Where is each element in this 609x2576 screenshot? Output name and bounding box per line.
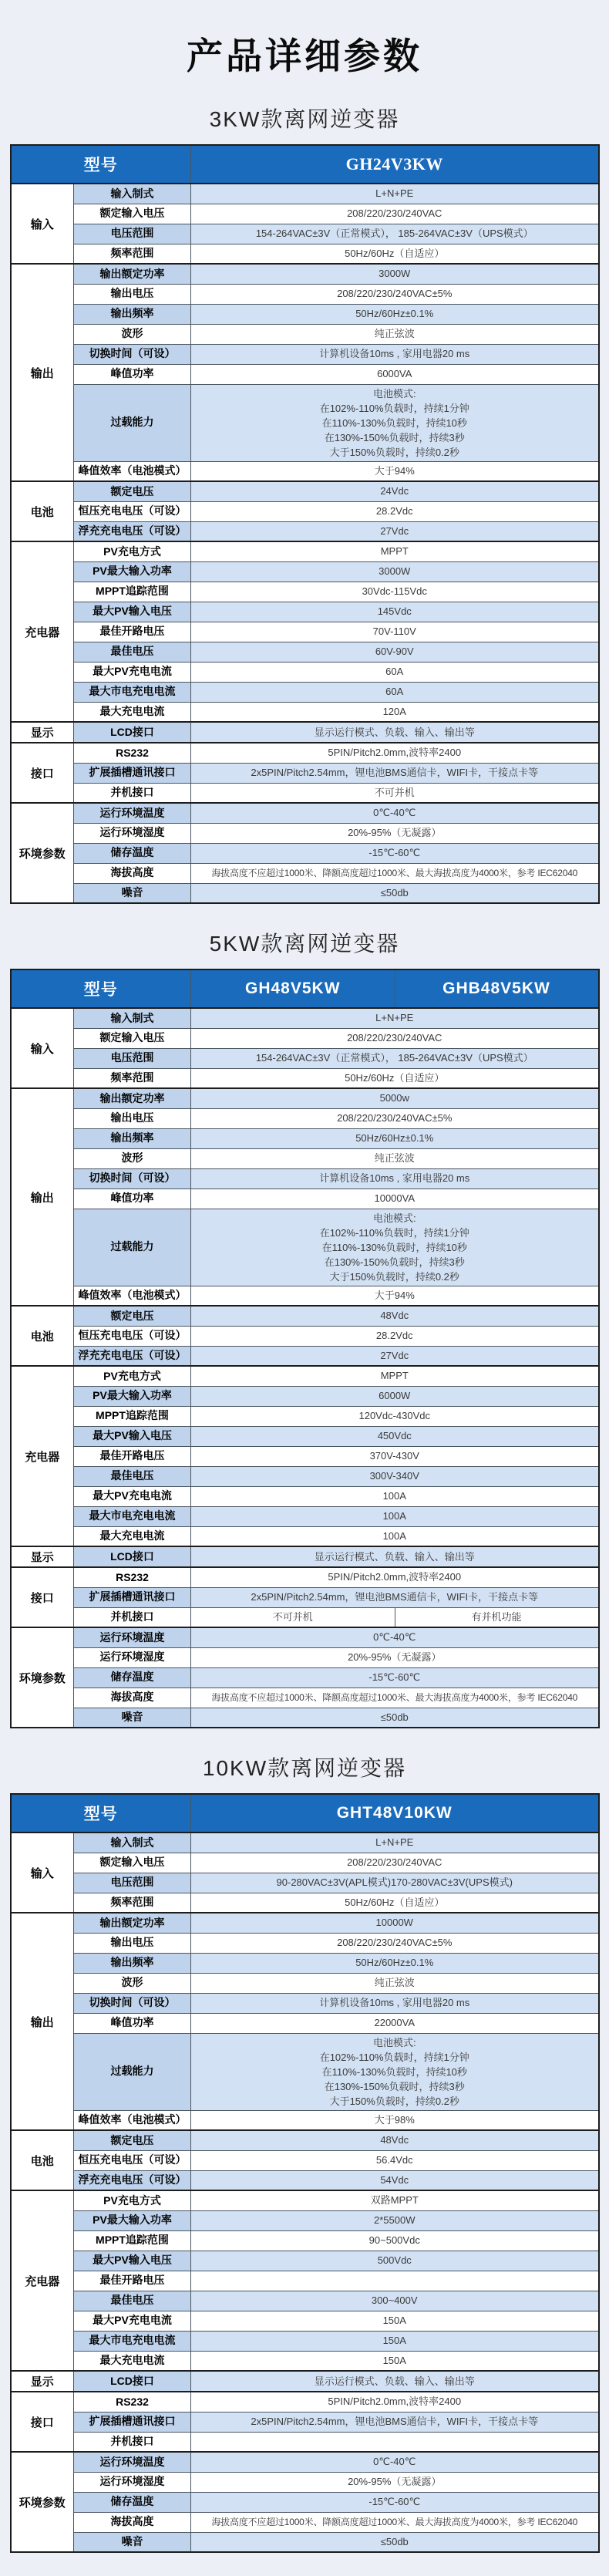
param-label-cell: 运行环境湿度 bbox=[74, 1647, 191, 1667]
value-cell: 不可并机 bbox=[191, 1607, 395, 1627]
param-label-cell: 切换时间（可设） bbox=[74, 344, 191, 364]
param-label-cell: 最大市电充电电流 bbox=[74, 1506, 191, 1526]
model-row-header: 型号 bbox=[11, 145, 191, 184]
param-label-cell: 最大充电电流 bbox=[74, 1526, 191, 1546]
value-line: 电池模式: bbox=[372, 2036, 416, 2048]
param-label-cell: 频率范围 bbox=[74, 1068, 191, 1088]
value-cell: 0℃-40℃ bbox=[191, 803, 599, 823]
value-cell: 显示运行模式、负载、输入、输出等 bbox=[191, 722, 599, 743]
param-label-cell: 储存温度 bbox=[74, 843, 191, 863]
param-label-cell: 输出频率 bbox=[74, 1128, 191, 1148]
value-cell: 0℃-40℃ bbox=[191, 2452, 599, 2472]
value-cell: 20%-95%（无凝露） bbox=[191, 2472, 599, 2492]
param-label-cell: 输出额定功率 bbox=[74, 1913, 191, 1933]
value-cell: 150A bbox=[191, 2331, 599, 2351]
value-cell: 100A bbox=[191, 1486, 599, 1506]
value-cell: 大于94% bbox=[191, 461, 599, 481]
param-label-cell: 波形 bbox=[74, 1973, 191, 1993]
value-cell: 208/220/230/240VAC±5% bbox=[191, 1108, 599, 1128]
value-cell: 154-264VAC±3V（正常模式）， 185-264VAC±3V（UPS模式） bbox=[191, 224, 599, 244]
param-label-cell: 海拔高度 bbox=[74, 863, 191, 883]
param-label-cell: LCD接口 bbox=[74, 2371, 191, 2392]
param-label-cell: 输出额定功率 bbox=[74, 1088, 191, 1108]
param-label-cell: 噪音 bbox=[74, 1708, 191, 1728]
param-label-cell: 输出频率 bbox=[74, 304, 191, 324]
group-label-cell: 输入 bbox=[11, 1833, 74, 1913]
value-line: 在110%-130%负载时，持续10秒 bbox=[321, 1241, 467, 1253]
value-cell: ≤50db bbox=[191, 883, 599, 903]
param-label-cell: 电压范围 bbox=[74, 1048, 191, 1068]
value-cell: 6000VA bbox=[191, 364, 599, 384]
value-cell: 28.2Vdc bbox=[191, 1326, 599, 1346]
value-line: 在130%-150%负载时，持续3秒 bbox=[324, 2080, 465, 2092]
param-label-cell: 浮充充电电压（可设） bbox=[74, 2170, 191, 2190]
param-label-cell: RS232 bbox=[74, 2392, 191, 2412]
value-cell: 24Vdc bbox=[191, 481, 599, 501]
param-label-cell: 输入制式 bbox=[74, 1008, 191, 1028]
param-label-cell: PV充电方式 bbox=[74, 1366, 191, 1386]
param-label-cell: 过载能力 bbox=[74, 1209, 191, 1286]
value-cell: 120A bbox=[191, 702, 599, 722]
value-line: 在110%-130%负载时，持续10秒 bbox=[321, 416, 467, 429]
value-cell: 150A bbox=[191, 2311, 599, 2331]
value-cell: 450Vdc bbox=[191, 1426, 599, 1446]
param-label-cell: 频率范围 bbox=[74, 244, 191, 264]
param-label-cell: 扩展插槽通讯接口 bbox=[74, 1587, 191, 1607]
value-cell: 0℃-40℃ bbox=[191, 1627, 599, 1647]
param-label-cell: 电压范围 bbox=[74, 1873, 191, 1893]
param-label-cell: 输出电压 bbox=[74, 1933, 191, 1953]
group-label-cell: 电池 bbox=[11, 1306, 74, 1366]
param-label-cell: 额定电压 bbox=[74, 2130, 191, 2150]
param-label-cell: 恒压充电电压（可设） bbox=[74, 1326, 191, 1346]
group-label-cell: 接口 bbox=[11, 2392, 74, 2452]
value-cell: ≤50db bbox=[191, 1708, 599, 1728]
param-label-cell: PV最大输入功率 bbox=[74, 2210, 191, 2230]
value-cell: 27Vdc bbox=[191, 1346, 599, 1366]
value-cell: 有并机功能 bbox=[395, 1607, 599, 1627]
value-line: 电池模式: bbox=[372, 1212, 416, 1224]
param-label-cell: 恒压充电电压（可设） bbox=[74, 2150, 191, 2170]
spec-section-3kw bbox=[0, 103, 609, 904]
param-label-cell: 输出电压 bbox=[74, 1108, 191, 1128]
param-label-cell: 输入制式 bbox=[74, 184, 191, 204]
param-label-cell: PV最大输入功率 bbox=[74, 561, 191, 582]
value-cell: L+N+PE bbox=[191, 184, 599, 204]
spec-table bbox=[10, 969, 600, 1728]
group-label-cell: 充电器 bbox=[11, 2190, 74, 2371]
value-cell: L+N+PE bbox=[191, 1833, 599, 1853]
value-cell: 3000W bbox=[191, 561, 599, 582]
spec-table bbox=[10, 144, 600, 904]
group-label-cell: 电池 bbox=[11, 481, 74, 541]
value-cell: 500Vdc bbox=[191, 2251, 599, 2271]
value-cell: 208/220/230/240VAC±5% bbox=[191, 1933, 599, 1953]
param-label-cell: MPPT追踪范围 bbox=[74, 2230, 191, 2251]
value-cell: 大于98% bbox=[191, 2110, 599, 2130]
value-cell: 显示运行模式、负载、输入、输出等 bbox=[191, 2371, 599, 2392]
value-line: 电池模式: bbox=[372, 387, 416, 400]
param-label-cell: 并机接口 bbox=[74, 783, 191, 803]
param-label-cell: 浮充充电电压（可设） bbox=[74, 1346, 191, 1366]
param-label-cell: 最佳电压 bbox=[74, 642, 191, 662]
value-cell: 27Vdc bbox=[191, 521, 599, 541]
param-label-cell: 海拔高度 bbox=[74, 1688, 191, 1708]
value-cell: 计算机设备10ms , 家用电器20 ms bbox=[191, 344, 599, 364]
group-label-cell: 环境参数 bbox=[11, 1627, 74, 1728]
param-label-cell: LCD接口 bbox=[74, 722, 191, 743]
group-label-cell: 输入 bbox=[11, 1008, 74, 1088]
value-cell bbox=[191, 2033, 599, 2110]
model-header-cell: GH48V5KW bbox=[191, 969, 395, 1008]
group-label-cell: 充电器 bbox=[11, 1366, 74, 1546]
value-cell: 50Hz/60Hz（自适应） bbox=[191, 1068, 599, 1088]
value-cell: -15℃-60℃ bbox=[191, 2492, 599, 2512]
value-line: 在102%-110%负载时，持续1分钟 bbox=[319, 2051, 469, 2063]
param-label-cell: RS232 bbox=[74, 1567, 191, 1587]
value-cell: 6000W bbox=[191, 1386, 599, 1406]
value-cell: 海拔高度不应超过1000米、降额高度超过1000米、最大海拔高度为4000米，参考 IEC62040 bbox=[191, 2512, 599, 2532]
value-cell: 50Hz/60Hz±0.1% bbox=[191, 1953, 599, 1973]
param-label-cell: PV充电方式 bbox=[74, 2190, 191, 2210]
value-line: 在110%-130%负载时，持续10秒 bbox=[321, 2065, 467, 2078]
value-cell: 2x5PIN/Pitch2.54mm，锂电池BMS通信卡，WIFI卡，干接点卡等 bbox=[191, 2412, 599, 2432]
value-cell: 5PIN/Pitch2.0mm,波特率2400 bbox=[191, 743, 599, 763]
param-label-cell: 最大PV输入电压 bbox=[74, 2251, 191, 2271]
param-label-cell: 运行环境温度 bbox=[74, 803, 191, 823]
value-cell bbox=[191, 1209, 599, 1286]
value-cell: 60V-90V bbox=[191, 642, 599, 662]
param-label-cell: LCD接口 bbox=[74, 1546, 191, 1567]
value-line: 大于150%负载时，持续0.2秒 bbox=[329, 2095, 459, 2107]
param-label-cell: 额定输入电压 bbox=[74, 1028, 191, 1048]
value-cell: 28.2Vdc bbox=[191, 501, 599, 521]
value-cell: 50Hz/60Hz±0.1% bbox=[191, 304, 599, 324]
param-label-cell: 最佳开路电压 bbox=[74, 1446, 191, 1466]
value-cell: 150A bbox=[191, 2351, 599, 2371]
value-cell: 145Vdc bbox=[191, 602, 599, 622]
value-cell bbox=[191, 2271, 599, 2291]
model-row-header: 型号 bbox=[11, 969, 191, 1008]
param-label-cell: MPPT追踪范围 bbox=[74, 582, 191, 602]
param-label-cell: 峰值功率 bbox=[74, 364, 191, 384]
value-cell: 海拔高度不应超过1000米、降额高度超过1000米、最大海拔高度为4000米，参考 IEC62040 bbox=[191, 1688, 599, 1708]
param-label-cell: 峰值功率 bbox=[74, 2013, 191, 2033]
value-line: 在102%-110%负载时，持续1分钟 bbox=[319, 402, 469, 414]
param-label-cell: 运行环境湿度 bbox=[74, 823, 191, 843]
value-cell: 60A bbox=[191, 662, 599, 682]
model-header-cell: GH24V3KW bbox=[191, 145, 599, 184]
value-cell: 2*5500W bbox=[191, 2210, 599, 2230]
group-label-cell: 电池 bbox=[11, 2130, 74, 2190]
section-title: 5KW款离网逆变器 bbox=[209, 932, 400, 956]
value-cell: 双路MPPT bbox=[191, 2190, 599, 2210]
group-label-cell: 显示 bbox=[11, 1546, 74, 1567]
param-label-cell: 最大PV输入电压 bbox=[74, 1426, 191, 1446]
param-label-cell: 额定电压 bbox=[74, 481, 191, 501]
value-cell: 70V-110V bbox=[191, 622, 599, 642]
value-cell: 5PIN/Pitch2.0mm,波特率2400 bbox=[191, 2392, 599, 2412]
param-label-cell: 运行环境温度 bbox=[74, 2452, 191, 2472]
param-label-cell: 切换时间（可设） bbox=[74, 1168, 191, 1189]
param-label-cell: PV充电方式 bbox=[74, 541, 191, 561]
param-label-cell: 扩展插槽通讯接口 bbox=[74, 763, 191, 783]
value-cell: 5PIN/Pitch2.0mm,波特率2400 bbox=[191, 1567, 599, 1587]
value-cell: 20%-95%（无凝露） bbox=[191, 1647, 599, 1667]
value-cell: 60A bbox=[191, 682, 599, 702]
group-label-cell: 环境参数 bbox=[11, 2452, 74, 2552]
model-row-header: 型号 bbox=[11, 1794, 191, 1833]
value-line: 大于150%负载时，持续0.2秒 bbox=[329, 1270, 459, 1283]
spec-section-10kw bbox=[0, 1752, 609, 2553]
value-cell: 10000VA bbox=[191, 1189, 599, 1209]
value-cell: 2x5PIN/Pitch2.54mm，锂电池BMS通信卡，WIFI卡，干接点卡等 bbox=[191, 1587, 599, 1607]
param-label-cell: 噪音 bbox=[74, 883, 191, 903]
param-label-cell: 运行环境湿度 bbox=[74, 2472, 191, 2492]
param-label-cell: 浮充充电电压（可设） bbox=[74, 521, 191, 541]
param-label-cell: 最大PV充电电流 bbox=[74, 1486, 191, 1506]
param-label-cell: 最大市电充电电流 bbox=[74, 682, 191, 702]
value-cell: -15℃-60℃ bbox=[191, 843, 599, 863]
value-line: 大于150%负载时，持续0.2秒 bbox=[329, 446, 459, 458]
value-cell: 显示运行模式、负载、输入、输出等 bbox=[191, 1546, 599, 1567]
param-label-cell: 额定输入电压 bbox=[74, 1853, 191, 1873]
value-cell: 154-264VAC±3V（正常模式）， 185-264VAC±3V（UPS模式） bbox=[191, 1048, 599, 1068]
group-label-cell: 接口 bbox=[11, 1567, 74, 1627]
page-title: 产品详细参数 bbox=[187, 35, 422, 76]
value-line: 在130%-150%负载时，持续3秒 bbox=[324, 1256, 465, 1268]
param-label-cell: 运行环境温度 bbox=[74, 1627, 191, 1647]
param-label-cell: 并机接口 bbox=[74, 1607, 191, 1627]
group-label-cell: 充电器 bbox=[11, 541, 74, 722]
value-cell: 208/220/230/240VAC bbox=[191, 204, 599, 224]
group-label-cell: 接口 bbox=[11, 743, 74, 803]
section-title: 3KW款离网逆变器 bbox=[209, 107, 400, 131]
section-title: 10KW款离网逆变器 bbox=[202, 1756, 407, 1780]
group-label-cell: 输出 bbox=[11, 1088, 74, 1306]
value-cell: 48Vdc bbox=[191, 1306, 599, 1326]
group-label-cell: 显示 bbox=[11, 722, 74, 743]
value-cell: 10000W bbox=[191, 1913, 599, 1933]
value-line: 在130%-150%负载时，持续3秒 bbox=[324, 431, 465, 443]
value-cell: 纯正弦波 bbox=[191, 1148, 599, 1168]
value-cell: 大于94% bbox=[191, 1286, 599, 1306]
group-label-cell: 输出 bbox=[11, 1913, 74, 2130]
value-cell: 海拔高度不应超过1000米、降额高度超过1000米、最大海拔高度为4000米，参考 IEC62040 bbox=[191, 863, 599, 883]
param-label-cell: 最大PV充电电流 bbox=[74, 662, 191, 682]
value-cell: 2x5PIN/Pitch2.54mm，锂电池BMS通信卡，WIFI卡，干接点卡等 bbox=[191, 763, 599, 783]
value-cell: 100A bbox=[191, 1526, 599, 1546]
param-label-cell: 最佳电压 bbox=[74, 2291, 191, 2311]
value-cell: 22000VA bbox=[191, 2013, 599, 2033]
param-label-cell: 最佳电压 bbox=[74, 1466, 191, 1486]
value-cell: 90-280VAC±3V(APL模式)170-280VAC±3V(UPS模式) bbox=[191, 1873, 599, 1893]
model-header-cell: GHB48V5KW bbox=[395, 969, 599, 1008]
value-cell bbox=[191, 2432, 599, 2452]
param-label-cell: 噪音 bbox=[74, 2532, 191, 2552]
value-cell: 纯正弦波 bbox=[191, 1973, 599, 1993]
param-label-cell: 输出频率 bbox=[74, 1953, 191, 1973]
group-label-cell: 输出 bbox=[11, 264, 74, 481]
value-cell: 3000W bbox=[191, 264, 599, 284]
value-cell: 120Vdc-430Vdc bbox=[191, 1406, 599, 1426]
param-label-cell: 过载能力 bbox=[74, 2033, 191, 2110]
value-cell: 50Hz/60Hz（自适应） bbox=[191, 244, 599, 264]
param-label-cell: 储存温度 bbox=[74, 1667, 191, 1688]
value-cell: 纯正弦波 bbox=[191, 324, 599, 344]
param-label-cell: RS232 bbox=[74, 743, 191, 763]
param-label-cell: 过载能力 bbox=[74, 384, 191, 461]
value-cell: 50Hz/60Hz±0.1% bbox=[191, 1128, 599, 1148]
value-cell: 370V-430V bbox=[191, 1446, 599, 1466]
value-cell: MPPT bbox=[191, 541, 599, 561]
param-label-cell: 最大充电电流 bbox=[74, 702, 191, 722]
param-label-cell: 频率范围 bbox=[74, 1893, 191, 1913]
value-cell: 5000w bbox=[191, 1088, 599, 1108]
param-label-cell: 最佳开路电压 bbox=[74, 2271, 191, 2291]
model-header-cell: GHT48V10KW bbox=[191, 1794, 599, 1833]
param-label-cell: 电压范围 bbox=[74, 224, 191, 244]
value-cell: 208/220/230/240VAC bbox=[191, 1853, 599, 1873]
group-label-cell: 环境参数 bbox=[11, 803, 74, 903]
param-label-cell: 输出电压 bbox=[74, 284, 191, 304]
value-line: 在102%-110%负载时，持续1分钟 bbox=[319, 1226, 469, 1239]
param-label-cell: 最大市电充电电流 bbox=[74, 2331, 191, 2351]
param-label-cell: 峰值功率 bbox=[74, 1189, 191, 1209]
value-cell: 54Vdc bbox=[191, 2170, 599, 2190]
spec-section-5kw bbox=[0, 927, 609, 1728]
spec-table bbox=[10, 1793, 600, 2553]
param-label-cell: 输入制式 bbox=[74, 1833, 191, 1853]
param-label-cell: 最佳开路电压 bbox=[74, 622, 191, 642]
param-label-cell: PV最大输入功率 bbox=[74, 1386, 191, 1406]
value-cell: 300V-340V bbox=[191, 1466, 599, 1486]
value-cell: 90~500Vdc bbox=[191, 2230, 599, 2251]
value-cell bbox=[191, 384, 599, 461]
value-cell: 50Hz/60Hz（自适应） bbox=[191, 1893, 599, 1913]
value-cell: 208/220/230/240VAC±5% bbox=[191, 284, 599, 304]
value-cell: 56.4Vdc bbox=[191, 2150, 599, 2170]
param-label-cell: 最大充电电流 bbox=[74, 2351, 191, 2371]
value-cell: 20%-95%（无凝露） bbox=[191, 823, 599, 843]
value-cell: 300~400V bbox=[191, 2291, 599, 2311]
param-label-cell: MPPT追踪范围 bbox=[74, 1406, 191, 1426]
value-cell: MPPT bbox=[191, 1366, 599, 1386]
param-label-cell: 海拔高度 bbox=[74, 2512, 191, 2532]
value-cell: 30Vdc-115Vdc bbox=[191, 582, 599, 602]
param-label-cell: 并机接口 bbox=[74, 2432, 191, 2452]
value-cell: 208/220/230/240VAC bbox=[191, 1028, 599, 1048]
param-label-cell: 峰值效率（电池模式） bbox=[74, 461, 191, 481]
value-cell: L+N+PE bbox=[191, 1008, 599, 1028]
param-label-cell: 最大PV输入电压 bbox=[74, 602, 191, 622]
param-label-cell: 峰值效率（电池模式） bbox=[74, 2110, 191, 2130]
param-label-cell: 切换时间（可设） bbox=[74, 1993, 191, 2013]
value-cell: ≤50db bbox=[191, 2532, 599, 2552]
group-label-cell: 显示 bbox=[11, 2371, 74, 2392]
value-cell: 100A bbox=[191, 1506, 599, 1526]
param-label-cell: 峰值效率（电池模式） bbox=[74, 1286, 191, 1306]
group-label-cell: 输入 bbox=[11, 184, 74, 264]
value-cell: 48Vdc bbox=[191, 2130, 599, 2150]
param-label-cell: 储存温度 bbox=[74, 2492, 191, 2512]
param-label-cell: 最大PV充电电流 bbox=[74, 2311, 191, 2331]
param-label-cell: 额定输入电压 bbox=[74, 204, 191, 224]
param-label-cell: 恒压充电电压（可设） bbox=[74, 501, 191, 521]
value-cell: 计算机设备10ms , 家用电器20 ms bbox=[191, 1168, 599, 1189]
value-cell: 不可并机 bbox=[191, 783, 599, 803]
param-label-cell: 额定电压 bbox=[74, 1306, 191, 1326]
param-label-cell: 扩展插槽通讯接口 bbox=[74, 2412, 191, 2432]
param-label-cell: 波形 bbox=[74, 1148, 191, 1168]
param-label-cell: 波形 bbox=[74, 324, 191, 344]
value-cell: 计算机设备10ms , 家用电器20 ms bbox=[191, 1993, 599, 2013]
value-cell: -15℃-60℃ bbox=[191, 1667, 599, 1688]
param-label-cell: 输出额定功率 bbox=[74, 264, 191, 284]
